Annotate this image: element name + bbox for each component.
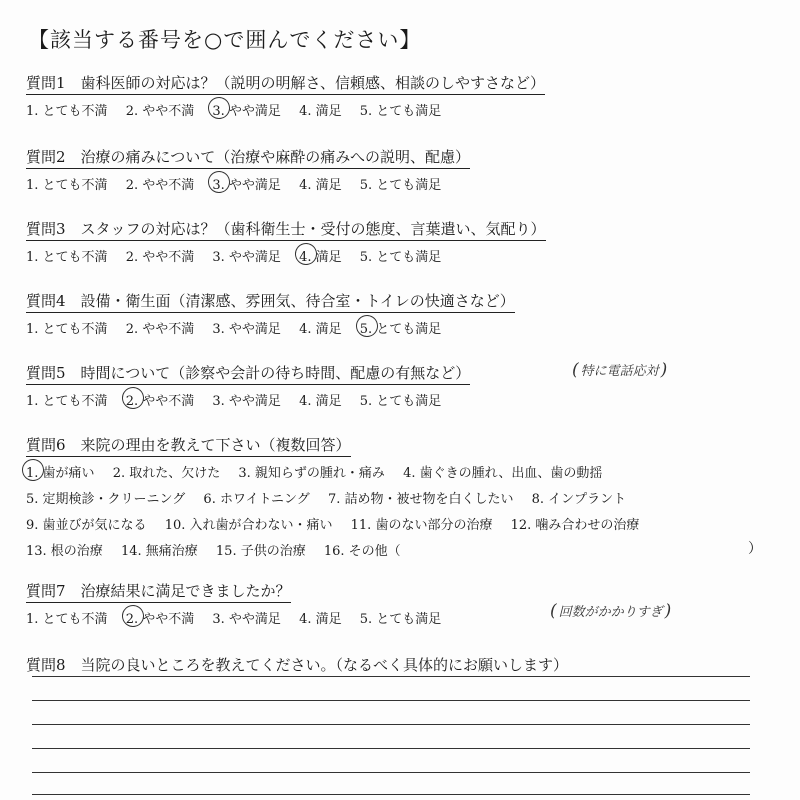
question-3-title: 質問3 スタッフの対応は？（歯科衛生士・受付の態度、言葉遣い、気配り） <box>26 218 546 241</box>
question-7-options <box>26 608 455 627</box>
q6-option-10[interactable]: 10. 入れ歯が合わない・痛い <box>164 518 333 533</box>
question-6-row-3 <box>26 514 653 533</box>
q4-option-1[interactable]: 1. とても不満 <box>26 322 108 337</box>
q6-option-7[interactable]: 7. 詰め物・被せ物を白くしたい <box>327 492 514 507</box>
q6-option-5[interactable]: 5. 定期検診・クリーニング <box>26 492 186 507</box>
q6-option-1[interactable]: 1. 歯が痛い <box>26 462 95 481</box>
q6-option-14[interactable]: 14. 無痛治療 <box>120 544 198 559</box>
answer-line-2[interactable] <box>32 700 750 701</box>
question-5-title: 質問5 時間について（診察や会計の待ち時間、配慮の有無など） <box>26 362 470 385</box>
q7-option-4[interactable]: 4. 満足 <box>299 612 342 627</box>
question-6-row-2 <box>26 488 640 507</box>
q5-option-3[interactable]: 3. やや満足 <box>212 394 281 409</box>
q3-option-2[interactable]: 2. やや不満 <box>125 250 195 265</box>
q1-option-2[interactable]: 2. やや不満 <box>125 104 195 119</box>
answer-line-1[interactable] <box>32 676 750 677</box>
q2-option-4[interactable]: 4. 満足 <box>299 178 342 193</box>
q5-option-2[interactable]: 2. やや不満 <box>126 390 195 409</box>
q1-option-3[interactable]: 3. やや満足 <box>212 100 281 119</box>
q7-option-3[interactable]: 3. やや満足 <box>212 612 281 627</box>
q3-option-5[interactable]: 5. とても満足 <box>359 250 442 265</box>
q5-handwritten-note: ( 特に電話応対 ) <box>572 360 667 380</box>
q2-option-1[interactable]: 1. とても不満 <box>26 178 108 193</box>
q4-option-4[interactable]: 4. 満足 <box>299 322 342 337</box>
question-6-row-1 <box>26 462 616 481</box>
question-3-options <box>26 246 455 265</box>
q4-option-2[interactable]: 2. やや不満 <box>125 322 195 337</box>
q6-option-6[interactable]: 6. ホワイトニング <box>203 492 310 507</box>
question-7-title: 質問7 治療結果に満足できましたか？ <box>26 580 291 603</box>
answer-line-3[interactable] <box>32 724 750 725</box>
q4-option-3[interactable]: 3. やや満足 <box>212 322 281 337</box>
question-1-options <box>26 100 455 119</box>
page-header: 【該当する番号を○で囲んでください】 <box>28 28 422 52</box>
q6-option-3[interactable]: 3. 親知らずの腫れ・痛み <box>238 466 385 481</box>
q3-option-3[interactable]: 3. やや満足 <box>212 250 281 265</box>
q6-option-13[interactable]: 13. 根の治療 <box>26 544 103 559</box>
q6-option-15[interactable]: 15. 子供の治療 <box>215 544 306 559</box>
q5-option-1[interactable]: 1. とても不満 <box>26 394 108 409</box>
q6-option-12[interactable]: 12. 噛み合わせの治療 <box>510 518 640 533</box>
q2-option-2[interactable]: 2. やや不満 <box>125 178 195 193</box>
q2-option-3[interactable]: 3. やや満足 <box>212 174 281 193</box>
q5-option-4[interactable]: 4. 満足 <box>299 394 342 409</box>
answer-line-6[interactable] <box>32 794 750 795</box>
question-6-row-4 <box>26 540 415 559</box>
q6-option-8[interactable]: 8. インプラント <box>531 492 627 507</box>
q6-other-closing-paren: ） <box>748 541 762 557</box>
answer-line-4[interactable] <box>32 748 750 749</box>
q7-option-2[interactable]: 2. やや不満 <box>126 608 195 627</box>
q6-option-11[interactable]: 11. 歯のない部分の治療 <box>350 518 493 533</box>
answer-line-5[interactable] <box>32 772 750 773</box>
q7-handwritten-note: ( 回数がかかりすぎ ) <box>550 601 671 621</box>
question-5-options <box>26 390 455 409</box>
question-1-title: 質問1 歯科医師の対応は？（説明の明解さ、信頼感、相談のしやすさなど） <box>26 72 545 95</box>
q3-option-1[interactable]: 1. とても不満 <box>26 250 108 265</box>
question-4-options <box>26 318 455 337</box>
question-6-title: 質問6 来院の理由を教えて下さい（複数回答） <box>26 434 351 457</box>
q6-option-16[interactable]: 16. その他（ <box>323 544 401 559</box>
q2-option-5[interactable]: 5. とても満足 <box>359 178 442 193</box>
question-4-title: 質問4 設備・衛生面（清潔感、雰囲気、待合室・トイレの快適さなど） <box>26 290 515 313</box>
q4-option-5[interactable]: 5. とても満足 <box>360 318 442 337</box>
q6-option-9[interactable]: 9. 歯並びが気になる <box>26 518 147 533</box>
q6-option-2[interactable]: 2. 取れた、欠けた <box>112 466 221 481</box>
q7-option-5[interactable]: 5. とても満足 <box>359 612 442 627</box>
question-2-options <box>26 174 455 193</box>
q7-option-1[interactable]: 1. とても不満 <box>26 612 108 627</box>
q6-option-4[interactable]: 4. 歯ぐきの腫れ、出血、歯の動揺 <box>403 466 603 481</box>
q5-option-5[interactable]: 5. とても満足 <box>359 394 442 409</box>
question-8-title: 質問8 当院の良いところを教えてください。（なるべく具体的にお願いします） <box>26 656 569 674</box>
q1-option-1[interactable]: 1. とても不満 <box>26 104 108 119</box>
question-2-title: 質問2 治療の痛みについて（治療や麻酔の痛みへの説明、配慮） <box>26 146 470 169</box>
q1-option-4[interactable]: 4. 満足 <box>299 104 342 119</box>
q3-option-4[interactable]: 4. 満足 <box>299 246 342 265</box>
q1-option-5[interactable]: 5. とても満足 <box>359 104 442 119</box>
